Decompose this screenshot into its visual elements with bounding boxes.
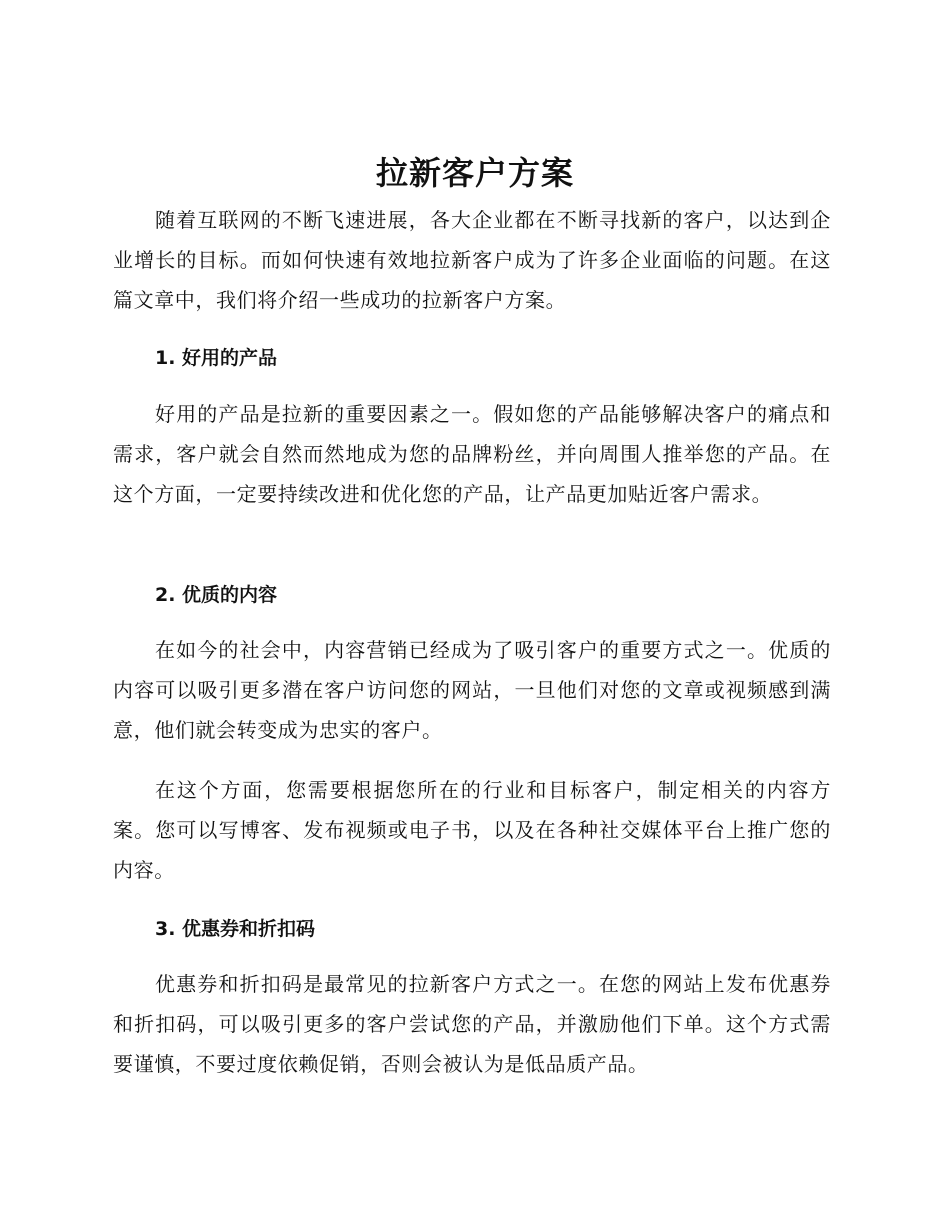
document-title: 拉新客户方案 (375, 154, 574, 192)
section-heading-3: 3. 优惠券和折扣码 (155, 918, 316, 940)
intro-paragraph: 随着互联网的不断飞速进展，各大企业都在不断寻找新的客户，以达到企业增长的目标。而如何快速有效地拉新客户成为了许多企业面临的问题。在这篇文章中，我们将介绍一些成功的拉新客户方案。 (113, 208, 831, 312)
section-heading-2: 2. 优质的内容 (155, 584, 278, 606)
section-heading-1: 1. 好用的产品 (155, 347, 278, 369)
section-1-paragraph: 好用的产品是拉新的重要因素之一。假如您的产品能够解决客户的痛点和需求，客户就会自然而然地成为您的品牌粉丝，并向周围人推举您的产品。在这个方面，一定要持续改进和优化您的产品，让产品更加贴近客户需求。 (113, 402, 831, 506)
section-2-paragraph-1: 在如今的社会中，内容营销已经成为了吸引客户的重要方式之一。优质的内容可以吸引更多潜在客户访问您的网站，一旦他们对您的文章或视频感到满意，他们就会转变成为忠实的客户。 (113, 638, 831, 742)
section-3-paragraph: 优惠券和折扣码是最常见的拉新客户方式之一。在您的网站上发布优惠券和折扣码，可以吸引更多的客户尝试您的产品，并激励他们下单。这个方式需要谨慎，不要过度依赖促销，否则会被认为是低品质产品。 (113, 972, 831, 1076)
section-2-paragraph-2: 在这个方面，您需要根据您所在的行业和目标客户，制定相关的内容方案。您可以写博客、发布视频或电子书，以及在各种社交媒体平台上推广您的内容。 (113, 778, 831, 882)
